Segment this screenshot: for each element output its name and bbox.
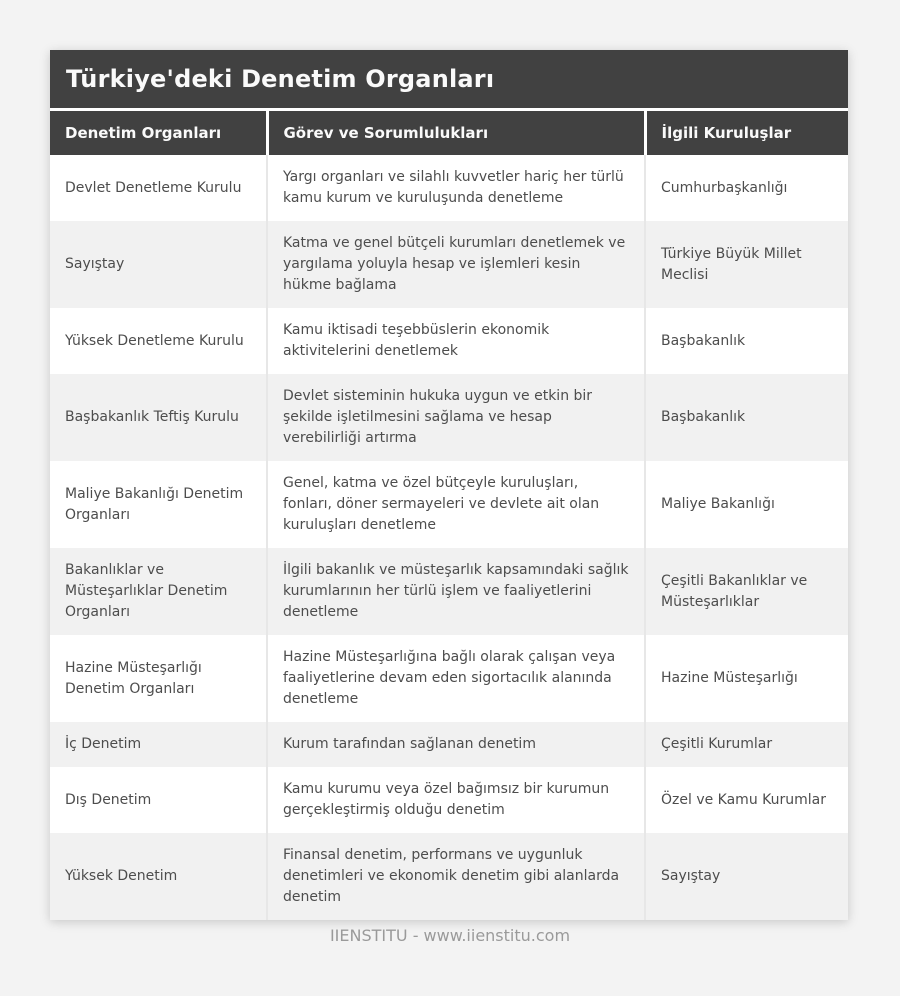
table-row xyxy=(50,221,848,308)
cell-gorev: Katma ve genel bütçeli kurumları denetlemek ve yargılama yoluyla hesap ve işlemleri kesin hükme bağlama xyxy=(267,221,645,308)
table-row xyxy=(50,722,848,767)
cell-denetim-organi: Devlet Denetleme Kurulu xyxy=(50,155,267,221)
footer-credit: IIENSTITU - www.iienstitu.com xyxy=(329,926,571,945)
cell-ilgili-kurulus: Hazine Müsteşarlığı xyxy=(645,635,848,722)
table-row xyxy=(50,833,848,920)
cell-denetim-organi: Bakanlıklar ve Müsteşarlıklar Denetim Organları xyxy=(50,548,267,635)
table-row xyxy=(50,155,848,221)
cell-denetim-organi: Maliye Bakanlığı Denetim Organları xyxy=(50,461,267,548)
table-row xyxy=(50,374,848,461)
table-row xyxy=(50,548,848,635)
cell-ilgili-kurulus: Maliye Bakanlığı xyxy=(645,461,848,548)
cell-ilgili-kurulus: Cumhurbaşkanlığı xyxy=(645,155,848,221)
cell-gorev: Kamu iktisadi teşebbüslerin ekonomik aktivitelerini denetlemek xyxy=(267,308,645,374)
cell-ilgili-kurulus: Özel ve Kamu Kurumlar xyxy=(645,767,848,833)
table-row xyxy=(50,635,848,722)
audit-table-card xyxy=(50,50,848,920)
cell-ilgili-kurulus: Türkiye Büyük Millet Meclisi xyxy=(645,221,848,308)
cell-denetim-organi: Yüksek Denetim xyxy=(50,833,267,920)
cell-gorev: Kurum tarafından sağlanan denetim xyxy=(267,722,645,767)
table-header-row xyxy=(50,111,848,155)
table-row xyxy=(50,767,848,833)
cell-denetim-organi: Sayıştay xyxy=(50,221,267,308)
cell-ilgili-kurulus: Başbakanlık xyxy=(645,374,848,461)
cell-gorev: Hazine Müsteşarlığına bağlı olarak çalışan veya faaliyetlerine devam eden sigortacılık alanında denetleme xyxy=(267,635,645,722)
cell-ilgili-kurulus: Çeşitli Bakanlıklar ve Müsteşarlıklar xyxy=(645,548,848,635)
cell-denetim-organi: İç Denetim xyxy=(50,722,267,767)
cell-denetim-organi: Başbakanlık Teftiş Kurulu xyxy=(50,374,267,461)
cell-gorev: Kamu kurumu veya özel bağımsız bir kurumun gerçekleştirmiş olduğu denetim xyxy=(267,767,645,833)
cell-gorev: Genel, katma ve özel bütçeyle kuruluşları, fonları, döner sermayeleri ve devlete ait olan kuruluşları denetleme xyxy=(267,461,645,548)
cell-ilgili-kurulus: Başbakanlık xyxy=(645,308,848,374)
col-header-gorev-ve-sorumluluklari: Görev ve Sorumlulukları xyxy=(267,111,645,155)
cell-gorev: Yargı organları ve silahlı kuvvetler hariç her türlü kamu kurum ve kuruluşunda denetleme xyxy=(267,155,645,221)
cell-ilgili-kurulus: Çeşitli Kurumlar xyxy=(645,722,848,767)
page-title: Türkiye'deki Denetim Organları xyxy=(50,50,848,111)
cell-gorev: Devlet sisteminin hukuka uygun ve etkin bir şekilde işletilmesini sağlama ve hesap verebilirliği artırma xyxy=(267,374,645,461)
cell-denetim-organi: Dış Denetim xyxy=(50,767,267,833)
col-header-denetim-organlari: Denetim Organları xyxy=(50,111,267,155)
cell-gorev: Finansal denetim, performans ve uygunluk denetimleri ve ekonomik denetim gibi alanlarda denetim xyxy=(267,833,645,920)
cell-ilgili-kurulus: Sayıştay xyxy=(645,833,848,920)
cell-gorev: İlgili bakanlık ve müsteşarlık kapsamındaki sağlık kurumlarının her türlü işlem ve faaliyetlerini denetleme xyxy=(267,548,645,635)
table-body xyxy=(50,155,848,920)
cell-denetim-organi: Hazine Müsteşarlığı Denetim Organları xyxy=(50,635,267,722)
audit-organs-table xyxy=(50,111,848,920)
table-row xyxy=(50,308,848,374)
col-header-ilgili-kuruluslar: İlgili Kuruluşlar xyxy=(645,111,848,155)
table-row xyxy=(50,461,848,548)
cell-denetim-organi: Yüksek Denetleme Kurulu xyxy=(50,308,267,374)
